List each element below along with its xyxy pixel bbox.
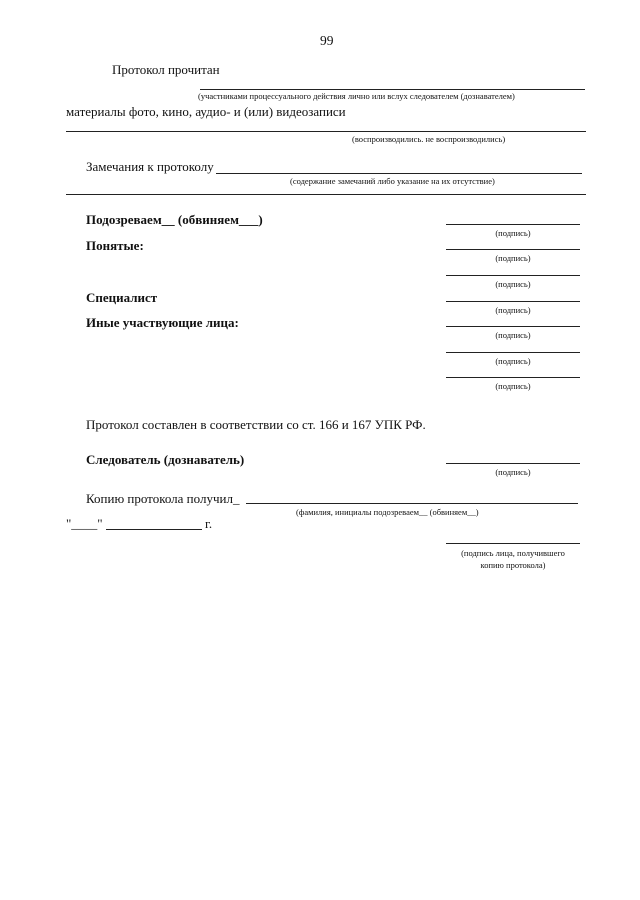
specialist-signature-line [446, 301, 580, 302]
remarks-line [216, 173, 582, 174]
specialist-label: Специалист [86, 290, 158, 305]
others-label: Иные участвующие лица: [86, 315, 239, 330]
copy-label: Копию протокола получил_ [86, 491, 240, 506]
materials-label: материалы фото, кино, аудио- и (или) видеозаписи [66, 104, 346, 119]
read-caption: (участниками процессуального действия лично или вслух следователем (дознавателем) [198, 91, 515, 101]
copy-recipient-caption-line2: копию протокола) [480, 560, 546, 570]
read-label: Протокол прочитан [112, 62, 220, 77]
witness-1-signature-caption: (подпись) [495, 253, 531, 263]
suspect-label: Подозреваем__ (обвиняем___) [86, 212, 263, 227]
witnesses-label: Понятые: [86, 238, 144, 253]
witness-2-signature-caption: (подпись) [495, 279, 531, 289]
other-3-signature-caption: (подпись) [495, 381, 531, 391]
suspect-signature-line [446, 224, 580, 225]
other-2-signature-line [446, 352, 580, 353]
materials-caption: (воспроизводились. не воспроизводились) [352, 134, 506, 144]
copy-date-day: "____" [66, 516, 103, 531]
suspect-signature-caption: (подпись) [495, 228, 531, 238]
witness-2-signature-line [446, 275, 580, 276]
investigator-signature-line [446, 463, 580, 464]
other-1-signature-caption: (подпись) [495, 330, 531, 340]
remarks-caption: (содержание замечаний либо указание на их отсутствие) [290, 176, 495, 186]
other-2-signature-caption: (подпись) [495, 356, 531, 366]
copy-date-year-suffix: г. [205, 516, 213, 531]
materials-line [66, 131, 586, 132]
copy-date-month-line [106, 529, 202, 530]
other-1-signature-line [446, 326, 580, 327]
page-number: 99 [320, 33, 334, 48]
remarks-line-2 [66, 194, 586, 195]
copy-recipient-caption-line1: (подпись лица, получившего [461, 548, 565, 558]
witness-1-signature-line [446, 249, 580, 250]
copy-recipient-signature-line [446, 543, 580, 544]
read-line [200, 89, 585, 90]
compliance-text: Протокол составлен в соответствии со ст. 166 и 167 УПК РФ. [86, 417, 426, 432]
copy-name-line [246, 503, 578, 504]
investigator-signature-caption: (подпись) [495, 467, 531, 477]
specialist-signature-caption: (подпись) [495, 305, 531, 315]
investigator-label: Следователь (дознаватель) [86, 452, 245, 467]
remarks-label: Замечания к протоколу [86, 159, 214, 174]
copy-name-caption: (фамилия, инициалы подозреваем__ (обвиняем__) [296, 507, 479, 517]
other-3-signature-line [446, 377, 580, 378]
